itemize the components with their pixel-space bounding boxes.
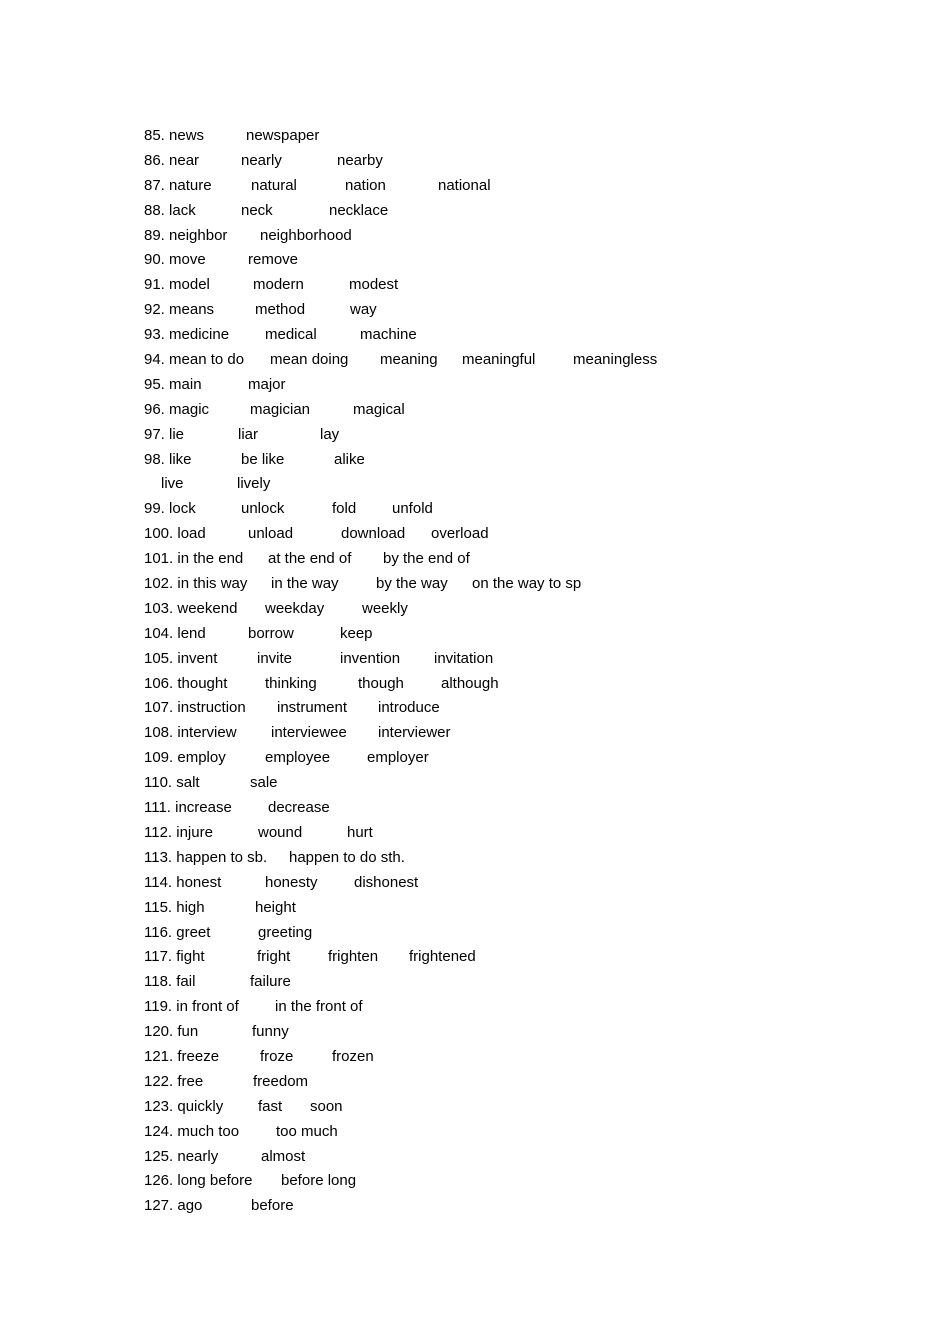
word-line (0, 672, 950, 697)
word-line (0, 348, 950, 373)
word-line (0, 472, 950, 497)
word-line (0, 547, 950, 572)
word-line (0, 696, 950, 721)
word-line (0, 647, 950, 672)
entry-head-word: 103. weekend (144, 599, 238, 617)
related-word: way (350, 301, 377, 319)
word-line (0, 174, 950, 199)
entry-head-word: 108. interview (144, 724, 237, 742)
related-word: overload (431, 525, 489, 543)
entry-head-word: 124. much too (144, 1122, 240, 1140)
related-word: frighten (328, 948, 379, 966)
entry-head-word: 94. mean to do (144, 351, 245, 369)
entry-head-word: 105. invent (144, 649, 218, 667)
related-word: in the way (271, 575, 339, 593)
related-word: invitation (434, 649, 494, 667)
related-word: hurt (347, 823, 373, 841)
word-line (0, 497, 950, 522)
entry-head-word: 99. lock (144, 500, 196, 518)
entry-head-word: 95. main (144, 375, 202, 393)
related-word: medical (265, 326, 317, 344)
entry-head-word: 110. salt (144, 774, 200, 792)
entry-head-word: 102. in this way (144, 575, 248, 593)
entry-head-word: 127. ago (144, 1197, 203, 1215)
entry-head-word: 114. honest (144, 873, 222, 891)
related-word: happen to do sth. (289, 848, 405, 866)
word-line (0, 572, 950, 597)
entry-head-word: 100. load (144, 525, 206, 543)
related-word: at the end of (268, 550, 352, 568)
word-list (0, 124, 950, 1219)
word-line (0, 721, 950, 746)
related-word: employer (367, 749, 429, 767)
word-line (0, 921, 950, 946)
related-word: soon (310, 1097, 343, 1115)
related-word: unlock (241, 500, 285, 518)
related-word: invite (257, 649, 293, 667)
related-word: invention (340, 649, 401, 667)
entry-head-word: 97. lie (144, 425, 185, 443)
related-word: magician (250, 400, 311, 418)
related-word: by the end of (383, 550, 470, 568)
entry-head-word: 93. medicine (144, 326, 230, 344)
entry-head-word: 125. nearly (144, 1147, 219, 1165)
related-word: funny (252, 1023, 289, 1041)
related-word: interviewer (378, 724, 451, 742)
related-word: be like (241, 450, 285, 468)
related-word: frozen (332, 1047, 374, 1065)
entry-head-word: 89. neighbor (144, 226, 228, 244)
word-line (0, 1145, 950, 1170)
related-word: thinking (265, 674, 317, 692)
related-word: dishonest (354, 873, 419, 891)
related-word: frightened (409, 948, 476, 966)
related-word: freedom (253, 1072, 309, 1090)
related-word: neck (241, 201, 273, 219)
entry-head-word: 90. move (144, 251, 206, 269)
word-line (0, 323, 950, 348)
entry-head-word: 117. fight (144, 948, 205, 966)
related-word: unload (248, 525, 294, 543)
related-word: nearby (337, 151, 383, 169)
related-word: national (438, 176, 491, 194)
entry-head-word: 111. increase (144, 799, 232, 817)
related-word: meaningless (573, 351, 658, 369)
related-word: meaningful (462, 351, 536, 369)
word-line (0, 995, 950, 1020)
word-line (0, 871, 950, 896)
related-word: alike (334, 450, 365, 468)
related-word: nearly (241, 151, 282, 169)
word-line (0, 597, 950, 622)
word-line (0, 1095, 950, 1120)
related-word: modest (349, 276, 399, 294)
entry-head-word: 85. news (144, 127, 205, 144)
related-word: greeting (258, 923, 313, 941)
related-word: interviewee (271, 724, 347, 742)
related-word: instrument (277, 699, 348, 717)
word-line (0, 298, 950, 323)
entry-head-word: 91. model (144, 276, 210, 294)
related-word: nation (345, 176, 386, 194)
entry-head-word: 119. in front of (144, 998, 239, 1016)
word-line (0, 1020, 950, 1045)
related-word: unfold (392, 500, 433, 518)
word-line (0, 248, 950, 273)
related-word: method (255, 301, 306, 319)
related-word: froze (260, 1047, 294, 1065)
word-line (0, 1194, 950, 1219)
entry-head-word: 88. lack (144, 201, 196, 219)
word-line (0, 970, 950, 995)
word-line (0, 199, 950, 224)
word-line (0, 448, 950, 473)
word-line (0, 149, 950, 174)
related-word: modern (253, 276, 304, 294)
word-line (0, 746, 950, 771)
related-word: newspaper (246, 127, 320, 144)
word-line (0, 771, 950, 796)
related-word: employee (265, 749, 331, 767)
related-word: meaning (380, 351, 438, 369)
related-word: introduce (378, 699, 440, 717)
entry-head-word: 101. in the end (144, 550, 244, 568)
related-word: wound (258, 823, 303, 841)
related-word: fold (332, 500, 357, 518)
related-word: almost (261, 1147, 306, 1165)
entry-head-word: 120. fun (144, 1023, 199, 1041)
word-line (0, 1070, 950, 1095)
word-line (0, 821, 950, 846)
related-word: machine (360, 326, 417, 344)
related-word: neighborhood (260, 226, 352, 244)
related-word: lay (320, 425, 340, 443)
word-line (0, 522, 950, 547)
related-word: weekday (265, 599, 325, 617)
related-word: remove (248, 251, 299, 269)
word-line (0, 622, 950, 647)
word-line (0, 398, 950, 423)
entry-head-word: 112. injure (144, 823, 213, 841)
related-word: although (441, 674, 499, 692)
entry-head-word: 123. quickly (144, 1097, 224, 1115)
related-word: on the way to sp (472, 575, 582, 593)
related-word: natural (251, 176, 297, 194)
related-word: download (341, 525, 406, 543)
entry-head-word: 96. magic (144, 400, 210, 418)
word-line (0, 423, 950, 448)
related-word: liar (238, 425, 259, 443)
entry-head-word: 109. employ (144, 749, 226, 767)
word-line (0, 124, 950, 149)
related-word: borrow (248, 624, 294, 642)
entry-head-word: 86. near (144, 151, 200, 169)
entry-head-word: 121. freeze (144, 1047, 220, 1065)
related-word: magical (353, 400, 405, 418)
entry-head-word: 92. means (144, 301, 215, 319)
word-line (0, 1045, 950, 1070)
entry-head-word: live (161, 475, 184, 493)
word-line (0, 1120, 950, 1145)
entry-head-word: 106. thought (144, 674, 228, 692)
related-word: fright (257, 948, 291, 966)
related-word: weekly (362, 599, 408, 617)
related-word: honesty (265, 873, 318, 891)
related-word: fast (258, 1097, 283, 1115)
related-word: sale (250, 774, 278, 792)
word-line (0, 896, 950, 921)
entry-head-word: 122. free (144, 1072, 204, 1090)
related-word: keep (340, 624, 373, 642)
related-word: lively (237, 475, 271, 493)
word-line (0, 373, 950, 398)
word-line (0, 273, 950, 298)
entry-head-word: 87. nature (144, 176, 212, 194)
related-word: though (358, 674, 404, 692)
related-word: by the way (376, 575, 448, 593)
entry-head-word: 126. long before (144, 1172, 253, 1190)
related-word: height (255, 898, 296, 916)
related-word: in the front of (275, 998, 363, 1016)
entry-head-word: 113. happen to sb. (144, 848, 268, 866)
related-word: mean doing (270, 351, 349, 369)
word-line (0, 846, 950, 871)
entry-head-word: 98. like (144, 450, 192, 468)
entry-head-word: 116. greet (144, 923, 211, 941)
related-word: major (248, 375, 286, 393)
related-word: necklace (329, 201, 389, 219)
entry-head-word: 107. instruction (144, 699, 246, 717)
related-word: decrease (268, 799, 330, 817)
entry-head-word: 104. lend (144, 624, 206, 642)
word-line (0, 796, 950, 821)
entry-head-word: 118. fail (144, 973, 196, 991)
entry-head-word: 115. high (144, 898, 205, 916)
word-line (0, 1169, 950, 1194)
word-line (0, 224, 950, 249)
related-word: too much (276, 1122, 338, 1140)
related-word: failure (250, 973, 291, 991)
related-word: before long (281, 1172, 357, 1190)
word-line (0, 945, 950, 970)
related-word: before (251, 1197, 294, 1215)
